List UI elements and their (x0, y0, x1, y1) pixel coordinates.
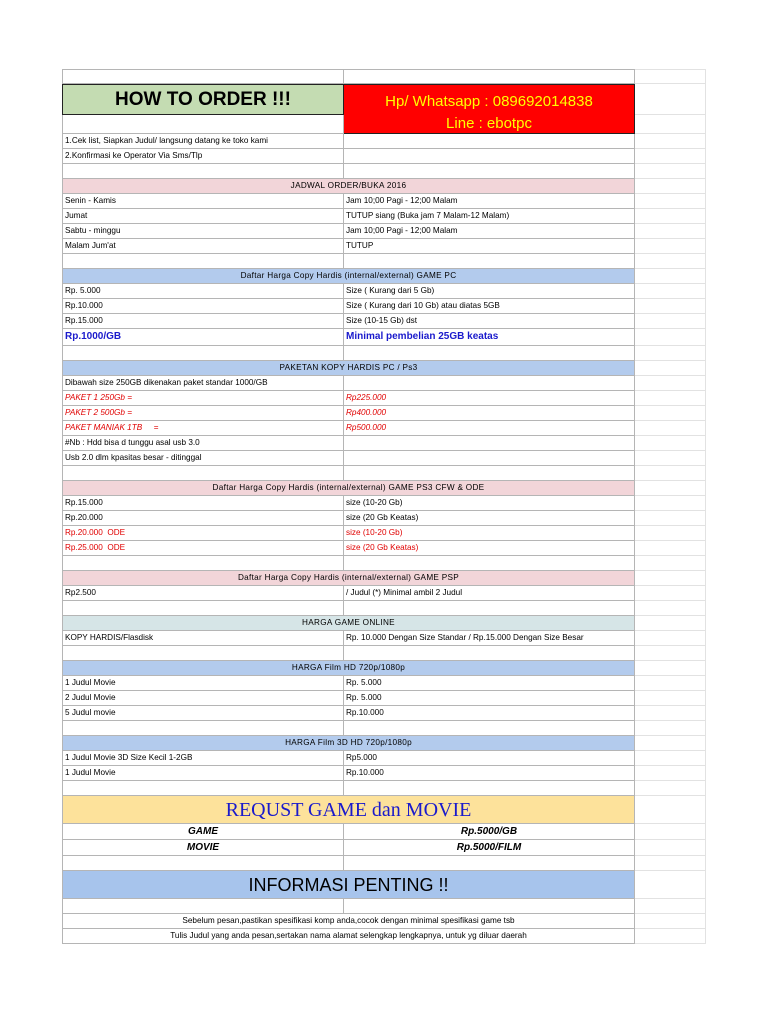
film-price: Rp. 5.000 (344, 676, 635, 691)
step-row (62, 149, 706, 164)
price-row (62, 496, 706, 511)
size: Size ( Kurang dari 10 Gb) atau diatas 5GB (344, 299, 635, 314)
info-banner-row (62, 871, 706, 899)
request-row (62, 824, 706, 840)
schedule-day: Senin - Kamis (62, 194, 344, 209)
schedule-hours: Jam 10;00 Pagi - 12;00 Malam (344, 224, 635, 239)
section-header (62, 616, 706, 631)
request-row (62, 840, 706, 856)
request-price: Rp.5000/FILM (344, 840, 635, 856)
price-list-sheet (62, 69, 706, 944)
film-price: Rp. 5.000 (344, 691, 635, 706)
price-row (62, 751, 706, 766)
schedule-title: JADWAL ORDER/BUKA 2016 (62, 179, 635, 194)
line-contact: Line : ebotpc (344, 115, 635, 134)
whatsapp-contact: Hp/ Whatsapp : 089692014838 (344, 84, 635, 115)
size: size (10-20 Gb) (344, 496, 635, 511)
film-item: 1 Judul Movie (62, 676, 344, 691)
section-header (62, 571, 706, 586)
price-row (62, 631, 706, 646)
package-name: PAKET 1 250Gb = (62, 391, 344, 406)
size: Size (10-15 Gb) dst (344, 314, 635, 329)
film-item: 2 Judul Movie (62, 691, 344, 706)
info-line-row (62, 914, 706, 929)
schedule-day: Jumat (62, 209, 344, 224)
schedule-row (62, 224, 706, 239)
schedule-day: Sabtu - minggu (62, 224, 344, 239)
price-row (62, 526, 706, 541)
size: size (20 Gb Keatas) (344, 541, 635, 556)
film-price: Rp.10.000 (344, 766, 635, 781)
online-item: KOPY HARDIS/Flasdisk (62, 631, 344, 646)
header-row (62, 84, 706, 115)
package-note: Dibawah size 250GB dikenakan paket standar 1000/GB (62, 376, 344, 391)
blank-row (62, 601, 706, 616)
info-line: Sebelum pesan,pastikan spesifikasi komp anda,cocok dengan minimal spesifikasi game tsb (62, 914, 635, 929)
package-note-row (62, 436, 706, 451)
price: Rp.20.000 ODE (62, 526, 344, 541)
price: Rp.10.000 (62, 299, 344, 314)
request-item: MOVIE (62, 840, 344, 856)
info-line: Tulis Judul yang anda pesan,sertakan nama alamat selengkap lengkapnya, untuk yg diluar daerah (62, 929, 635, 944)
price: Rp.15.000 (62, 314, 344, 329)
section-header (62, 661, 706, 676)
blank-row (62, 721, 706, 736)
package-name: PAKET MANIAK 1TB = (62, 421, 344, 436)
info-line-row (62, 929, 706, 944)
price-row (62, 766, 706, 781)
film-item: 1 Judul Movie 3D Size Kecil 1-2GB (62, 751, 344, 766)
size: size (20 Gb Keatas) (344, 511, 635, 526)
pc-prices-title: Daftar Harga Copy Hardis (internal/external) GAME PC (62, 269, 635, 284)
price-row (62, 541, 706, 556)
ps3-prices-title: Daftar Harga Copy Hardis (internal/external) GAME PS3 CFW & ODE (62, 481, 635, 496)
package-note: Usb 2.0 dlm kpasitas besar - ditinggal (62, 451, 344, 466)
price-row (62, 329, 706, 346)
price: Rp.25.000 ODE (62, 541, 344, 556)
price: Rp.20.000 (62, 511, 344, 526)
film-item: 1 Judul Movie (62, 766, 344, 781)
schedule-row (62, 194, 706, 209)
blank-row (62, 164, 706, 179)
psp-note: / Judul (*) Minimal ambil 2 Judul (344, 586, 635, 601)
film-hd-title: HARGA Film HD 720p/1080p (62, 661, 635, 676)
online-price: Rp. 10.000 Dengan Size Standar / Rp.15.000 Dengan Size Besar (344, 631, 635, 646)
schedule-row (62, 239, 706, 254)
package-price: Rp400.000 (344, 406, 635, 421)
blank-row (62, 646, 706, 661)
blank-row (62, 856, 706, 871)
package-price: Rp500.000 (344, 421, 635, 436)
step-row (62, 134, 706, 149)
schedule-hours: TUTUP siang (Buka jam 7 Malam-12 Malam) (344, 209, 635, 224)
schedule-hours: TUTUP (344, 239, 635, 254)
section-header (62, 481, 706, 496)
price-row (62, 511, 706, 526)
package-note-row (62, 376, 706, 391)
blank-row (62, 466, 706, 481)
request-item: GAME (62, 824, 344, 840)
schedule-hours: Jam 10;00 Pagi - 12;00 Malam (344, 194, 635, 209)
package-name: PAKET 2 500Gb = (62, 406, 344, 421)
film-3d-title: HARGA Film 3D HD 720p/1080p (62, 736, 635, 751)
section-header (62, 736, 706, 751)
online-title: HARGA GAME ONLINE (62, 616, 635, 631)
price-row (62, 691, 706, 706)
schedule-row (62, 209, 706, 224)
package-row (62, 406, 706, 421)
price: Rp. 5.000 (62, 284, 344, 299)
package-note-row (62, 451, 706, 466)
blank-row (62, 69, 706, 84)
price-row (62, 299, 706, 314)
section-header (62, 361, 706, 376)
film-price: Rp.10.000 (344, 706, 635, 721)
schedule-day: Malam Jum'at (62, 239, 344, 254)
blank-row (62, 556, 706, 571)
price: Rp2.500 (62, 586, 344, 601)
price-row (62, 284, 706, 299)
blank-row (62, 346, 706, 361)
film-item: 5 Judul movie (62, 706, 344, 721)
blank-row (62, 899, 706, 914)
size: size (10-20 Gb) (344, 526, 635, 541)
step-1: 1.Cek list, Siapkan Judul/ langsung datang ke toko kami (62, 134, 344, 149)
line-row (62, 115, 706, 134)
section-header (62, 179, 706, 194)
request-title: REQUST GAME dan MOVIE (62, 796, 635, 824)
package-note: #Nb : Hdd bisa d tunggu asal usb 3.0 (62, 436, 344, 451)
psp-prices-title: Daftar Harga Copy Hardis (internal/external) GAME PSP (62, 571, 635, 586)
section-header (62, 269, 706, 284)
request-price: Rp.5000/GB (344, 824, 635, 840)
blank-row (62, 254, 706, 269)
request-banner-row (62, 796, 706, 824)
blank-row (62, 781, 706, 796)
packages-title: PAKETAN KOPY HARDIS PC / Ps3 (62, 361, 635, 376)
price-row (62, 586, 706, 601)
package-row (62, 421, 706, 436)
price-row (62, 676, 706, 691)
package-row (62, 391, 706, 406)
price-row (62, 314, 706, 329)
how-to-order-title: HOW TO ORDER !!! (62, 84, 344, 115)
info-title: INFORMASI PENTING !! (62, 871, 635, 899)
price-per-gb: Rp.1000/GB (62, 329, 344, 346)
price-row (62, 706, 706, 721)
film-price: Rp5.000 (344, 751, 635, 766)
package-price: Rp225.000 (344, 391, 635, 406)
step-2: 2.Konfirmasi ke Operator Via Sms/Tlp (62, 149, 344, 164)
price: Rp.15.000 (62, 496, 344, 511)
minimum-purchase: Minimal pembelian 25GB keatas (344, 329, 635, 346)
size: Size ( Kurang dari 5 Gb) (344, 284, 635, 299)
